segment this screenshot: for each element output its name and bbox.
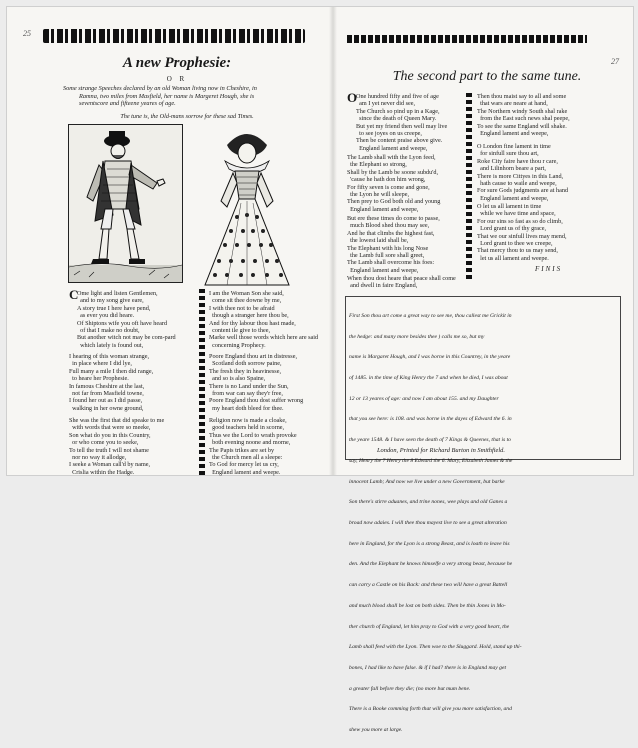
prose-line: Son there's stirre aduanes, and trine nones, wee plays and old Ganes a xyxy=(349,499,508,506)
top-ornament-right xyxy=(347,35,587,43)
column-divider-ornament xyxy=(199,289,205,475)
right-col2-stanza-2: O London fine lament in time for sinfull sure thou art, Roke City faire have thou r care, and Lilinhorn beare a part, There is more Cittyes in this Land, hath cause to waile and weepe, For sure Gods judgments are at hand England lament and weepe, xyxy=(477,143,569,202)
left-page-mark: 25 xyxy=(23,29,31,38)
prose-line: First Son thou art come a great way to see me, thou callest me Grickit in xyxy=(349,312,512,319)
column-divider-ornament xyxy=(466,93,472,281)
prose-line: den. And the Elephant he knows himselfe a very strong beast, because he xyxy=(349,561,513,568)
left-col2-stanza-2: Poore England thou art in distresse, Scotland doth sorrow paine, The fresh they in heavinesse, and so is also Spaine, There is no Land under the Sun, from war can say they'r free, Poore England thou dost suffer wrong my heart doth bleed for thee. xyxy=(209,353,304,412)
left-col1-stanza-1: Ome light and listen Gentlemen, and to my song give eare, A story true I here have pend, as ever you did heare. Of Shiptons wife you oft have heard of that I make no doubt, But another witch not may be com-pard which lately is found out, xyxy=(77,290,176,349)
prose-line: of 1485. in the time of King Henry the 7 and when he died, I was about xyxy=(349,374,508,381)
left-col2-stanza-1: I am the Woman Son she said, come sit thee downe by me, I with thee not to be afraid though a stranger here thou be, And for thy labour thou hast made, content ile give to thee, Marke well those words which here are said concerning Prophecy. xyxy=(209,290,319,349)
right-title: The second part to the same tune. xyxy=(392,69,582,84)
prose-line: and much blood shall be lost on both sides. Then be thin Jones in Mo- xyxy=(349,602,506,609)
prose-line: bones, I had like to have false. & if I had? there is in England may get xyxy=(349,665,507,672)
broadside-sheet xyxy=(6,6,634,734)
drop-cap-c: C xyxy=(69,287,79,302)
right-col2-stanza-3: O let us all lament in time while we have time and space, For our sins so fast as so do climb, Lord grant us of thy grace, That we our sinfull lives may mend, Lord grant to thee we creepe, That mercy thou to us may send, let us all lament and weepe. xyxy=(477,203,567,262)
left-col1-stanza-2: I hearing of this woman strange, in place where I did lye, Full many a mile I then did range, to heare her Prophesie. In famous Cheshire at the last, not far from Masfield towne, I found her out as I did passe, walking in her owne ground, xyxy=(69,353,154,412)
right-col2-stanza-1: Then thou maist say to all and some that wars are neare at hand, The Northern windy South shal rake from the East such news shal peepe, To see the same England will shake. England lament and weepe, xyxy=(477,93,570,138)
right-col1-stanza-1: One hundred fifty and five of age am I yet never did see, The Church so pind up in a Kage, since the death of Queen Mary. But yet my friend then well may live to see joyes on us creepe, Then be content praise above give. England lament and weepe, xyxy=(356,93,448,152)
prose-line: 12 or 13 yeares of age: and now I am about 155. and my Daughter xyxy=(349,395,499,402)
prose-line: here in England, for the Lyon is a strong Beast, and is loath to leave his xyxy=(349,540,510,547)
top-ornament-left xyxy=(43,29,305,43)
prose-line: broad now adaies. I will thee thou mayest live to see a great alteration xyxy=(349,520,507,526)
subtitle xyxy=(63,85,325,108)
right-col1-stanza-2: The Lamb shall with the Lyon feed, the Elephant so strong, Shall by the Lamb be soone subdu'd, 'cause he hath don him wrong, For fifty seven is come and gone, the Lyon he will sleepe, Then prey to God both old and young England lament and weepe, xyxy=(347,154,441,213)
right-col1-stanza-3: But ere these times do come to passe, much Blood shed thou may see, And he that climbs the highest fast, the lowest laid shall be, The Elephant with his long Nose the Lamb full sore shall greet, The Lamb shall overcome his foes: England lament and weepe, xyxy=(347,215,440,274)
prose-line: name is Margaret Hough, and I was borne in this Countrey, in the yeare xyxy=(349,354,511,361)
drop-cap-o: O xyxy=(347,90,358,105)
prose-text xyxy=(349,299,617,748)
prose-line: can carry a Castle on his Back: and these two will have a great Battell xyxy=(349,582,508,589)
woodcut-woman-illustration xyxy=(197,127,297,292)
prose-line: innocent Lamb; And now we live under a new Government, but barke xyxy=(349,478,505,485)
subtitle-line: seventscore and fifteene yeares of age. xyxy=(79,100,176,108)
or-label: O R xyxy=(166,75,188,83)
prose-line: There is a Booke comming forth that will give you more satisfaction, and xyxy=(349,706,512,713)
woodcut-man-illustration xyxy=(68,124,183,283)
prose-line: Lamb shall feed with the Lyon. Then woe to the Sluggard. Hold, stand up thi- xyxy=(349,644,522,651)
right-page-mark: 27 xyxy=(611,57,619,66)
left-col2-stanza-3: Religion now is made a cloake, good teachers held in scorne, Thus we the Lord to wrath provoke both evening noone and morne, The Papis trikes are set by the Church men all a sleepe: To God for mercy let us cry, England lament and weepe. xyxy=(209,417,297,476)
right-col1-stanza-4: When thou dost heare that peace shall come and dwell in faire England, xyxy=(347,275,456,290)
prose-line: shew you more at large. xyxy=(349,727,403,734)
prose-line: ther church of England, let him pray to God with a very good heart, the xyxy=(349,623,510,630)
tune-line: The tune is, the Old-mans sorrow for these sad Times. xyxy=(120,113,254,120)
prose-line: a greater fall before they die; (no more but mum bene. xyxy=(349,685,471,692)
subtitle-line: Ramna, two miles from Masfield, her name is Margeret Hough, she is xyxy=(79,92,255,100)
prose-line: say, Henry the 7 Henry the 8 Edward the 6. Mary, Elizabeth James & the xyxy=(349,457,513,464)
imprint: London, Printed for Richard Burton in Smithfield. xyxy=(377,447,505,454)
left-col1-stanza-3: She was the first that did speake to me with words that were so meeke, Son what do you in this Country, or who come you to seeke, To tell the truth I will not shame nor no way it allodge, I seeke a Woman call'd by name, Crislia within the Hadge. xyxy=(69,417,165,476)
subtitle-line: Some strange Speeches declared by an old Woman living now in Cheshire, in xyxy=(63,85,257,92)
left-title: A new Prophesie: xyxy=(122,55,232,71)
prose-line: that you see here: is 108. and was borne in the dayes of Edward the 6. in xyxy=(349,416,512,423)
prose-line: the yeare 1548. & I have seen the death of 7 Kings & Queenes, that is to xyxy=(349,437,511,444)
prose-line: the hedge: and many more besides thee ) calls me so, but my xyxy=(349,333,485,340)
finis-label: FINIS xyxy=(535,265,563,273)
